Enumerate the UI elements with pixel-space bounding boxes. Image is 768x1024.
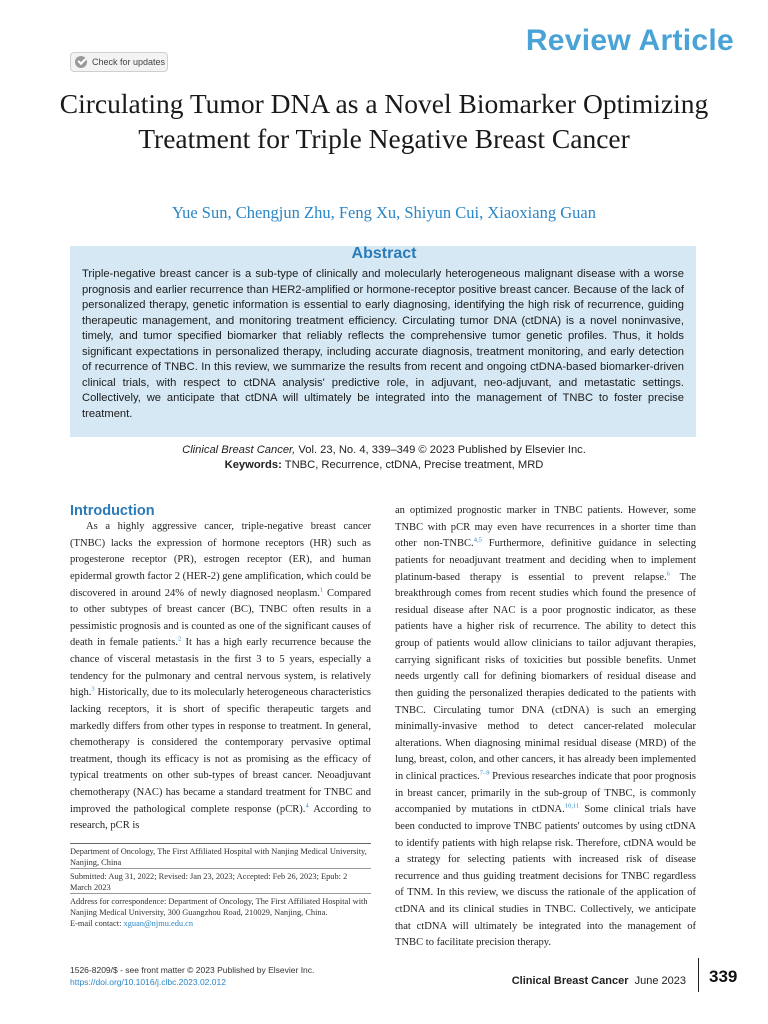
footer-journal <box>512 975 686 987</box>
email-link[interactable]: xguan@njmu.edu.cn <box>123 919 194 928</box>
author-list[interactable]: Yue Sun, Chengjun Zhu, Feng Xu, Shiyun Cui, Xiaoxiang Guan <box>172 203 596 222</box>
citation-details: Vol. 23, No. 4, 339–349 © 2023 Published by Elsevier Inc. <box>295 444 586 456</box>
intro-column-right <box>395 503 696 952</box>
reference-link[interactable]: 4 <box>305 802 309 810</box>
email-label: E-mail contact: <box>70 919 124 928</box>
page-number: 339 <box>709 967 738 986</box>
check-for-updates-button[interactable] <box>70 52 168 72</box>
footnote-divider <box>70 893 371 894</box>
keywords-label: Keywords: <box>224 459 282 471</box>
text-run: Historically, due to its molecularly heterogeneous characteristics lacking receptors, it is short of specific therapeutic targets and markedly differs from other types in response to treatment. In general, chemotherapy is considered the contemporary pervasive optimal treatment, though its efficacy is not as promising as the efficacy of typical treatments on other sub-types of breast cancer. Neoadjuvant chemotherapy (NAC) has became a standard treatment for TNBC and improved the pathological complete response (pCR). <box>70 687 371 815</box>
check-for-updates-label: Check for updates <box>92 57 166 67</box>
text-run: As a highly aggressive cancer, triple-negative breast cancer (TNBC) lacks the expression of hormone receptors (HR) such as progesterone receptor (PR), estrogen receptor (ER), and human epidermal growth factor 2 (HER-2) gene amplification, which could be discovered in around 24% of newly diagnosed neoplasm. <box>70 521 371 599</box>
reference-link[interactable]: 3 <box>91 685 95 693</box>
introduction-heading: Introduction <box>70 503 155 519</box>
journal-name: Clinical Breast Cancer, <box>182 444 296 456</box>
keywords-list: TNBC, Recurrence, ctDNA, Precise treatment, MRD <box>281 459 544 471</box>
text-run: Previous researches indicate that poor prognosis in breast cancer, primarily in the sub-group of TNBC, is commonly accompanied by mutations in ctDNA. <box>395 771 696 816</box>
intro-column-left <box>70 519 371 835</box>
doi-link[interactable]: https://doi.org/10.1016/j.clbc.2023.02.012 <box>70 977 226 987</box>
correspondence-address: Address for correspondence: Department of Oncology, The First Affiliated Hospital with Nanjing Medical University, 300 Guangzhou Road, 210029, Nanjing, China. <box>70 897 368 917</box>
footer-divider <box>698 958 699 992</box>
footnote-divider <box>70 868 371 869</box>
footer-left <box>70 964 314 988</box>
affiliation-note: Department of Oncology, The First Affiliated Hospital with Nanjing Medical University, Nanjing, China <box>70 847 367 867</box>
reference-link[interactable]: 6 <box>666 569 670 577</box>
check-circle-icon <box>75 56 87 68</box>
reference-link[interactable]: 7–9 <box>479 769 490 777</box>
reference-link[interactable]: 1 <box>319 585 324 593</box>
issn-line: 1526-8209/$ - see front matter © 2023 Published by Elsevier Inc. <box>70 965 315 975</box>
submission-dates: Submitted: Aug 31, 2022; Revised: Jan 23, 2023; Accepted: Feb 26, 2023; Epub: 2 March 2023 <box>70 872 348 892</box>
reference-link[interactable]: 4,5 <box>473 536 482 544</box>
keywords-line <box>40 459 728 471</box>
text-run: Some clinical trials have been conducted to improve TNBC patients' outcomes by using ctDNA to identify patients with high relapse risk. Therefore, ctDNA would be a strategy for selecting patients with increased risk of disease recurrence and thus guiding treatment decisions for TNBC regardless of TNM. In this review, we discuss the rationale of the application of ctDNA and its clinical studies in TNBC. Collectively, we anticipate that ctDNA will ultimately be integrated into the management of TNBC to facilitate precision therapy. <box>395 804 696 949</box>
citation-line <box>40 444 728 456</box>
correspondence-note <box>70 896 371 929</box>
article-type-label: Review Article <box>525 24 734 57</box>
text-run: According to research, pCR is <box>70 803 371 832</box>
text-run: Compared to other subtypes of breast cancer (BC), TNBC often results in a pessimistic prognosis and is counted as one of the significant causes of death in female patients. <box>70 587 371 649</box>
footnote-divider <box>70 843 371 844</box>
text-run: Furthermore, definitive guidance in selecting patients for neoadjuvant treatment and deciding when to implement platinum-based therapy is essential to prevent relapse. <box>395 538 696 583</box>
footer-date: June 2023 <box>634 975 686 987</box>
text-run: The breakthrough comes from recent studies which found the presence of residual disease after NAC is a poor prognostic indicator, as these patients have a higher risk of recurrence. The ability to detect this group of patients would allow clinicians to tailor adjuvant therapies, carrying significant risks of toxicities but possible benefits. Unmet needs urgently call for defining biomarkers of residual disease and then guiding the personalized therapies dedicated to the patients with TNBC. Circulating tumor DNA (ctDNA) is such an emerging minimally-invasive method to detect cancer-related molecular alterations. When diagnosing minimal residual disease (MRD) of the lung, breast, colon, and other cancers, it has already been implemented in clinical practices. <box>395 571 696 782</box>
reference-link[interactable]: 10,11 <box>564 802 580 810</box>
text-run: It has a high early recurrence because the chance of visceral metastasis in the first 3 to 5 years, especially a tendency for the pulmonary and central nervous system, is relatively high. <box>70 637 372 699</box>
abstract-heading: Abstract <box>351 245 417 262</box>
reference-link[interactable]: 2 <box>177 635 182 643</box>
article-title: Circulating Tumor DNA as a Novel Biomarker Optimizing Treatment for Triple Negative Breast Cancer <box>59 88 709 154</box>
text-run: an optimized prognostic marker in TNBC patients. However, some TNBC with pCR may even have recurrences in a shorter time than other non-TNBC. <box>395 505 696 550</box>
abstract-text: Triple-negative breast cancer is a sub-type of clinically and molecularly heterogeneous malignant disease with a worse prognosis and earlier recurrence than HER2-amplified or hormone-receptor positive breast cancer. Because of the lack of personalized therapy, genetic information is essential to early diagnosing, identifying the high risk of recurrence, guiding therapeutic management, and monitoring treatment efficiency. Circulating tumor DNA (ctDNA) is a novel noninvasive, timely, and tumor specified biomarker that reliably reflects the comprehensive tumor genetic profiles. Thus, it holds significant expectations in personalized therapy, including accurate diagnosis, treatment monitoring, and early detection of recurrence of TNBC. In this review, we summarize the results from recent and ongoing ctDNA-based biomarker-driven clinical trials, with respect to ctDNA analysis' predictive role, in adjuvant, neo-adjuvant, and metastatic settings. Collectively, we anticipate that ctDNA will ultimately be integrated into the management of TNBC to foster precise treatment. <box>82 268 684 420</box>
footer-journal-name: Clinical Breast Cancer <box>511 975 629 987</box>
